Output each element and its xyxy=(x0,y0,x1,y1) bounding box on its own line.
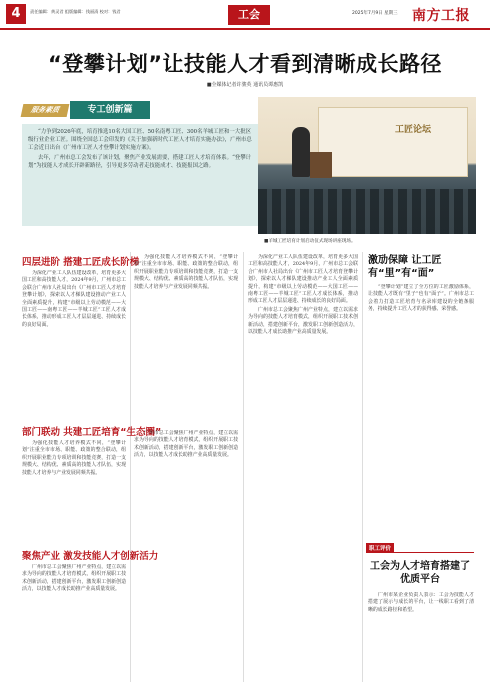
section-heading: 聚焦产业 激发技能人才创新活力 xyxy=(22,551,159,562)
commentary-paragraph: 去年，广州市总工会发布了该计划，聚焦产业发展需要，搭建工匠人才培育体系。“登攀计划”为技能人才成长开辟新路径，引导更多劳动者走技能成才、技能报国之路。 xyxy=(28,155,251,169)
article-byline: ■全媒体记者许骏英 通讯员谭惠凯 xyxy=(206,82,284,88)
section-heading: 激劢保障 让工匠有“里”有“面” xyxy=(368,255,442,279)
audience xyxy=(258,189,476,234)
podium xyxy=(310,152,332,178)
section-body-continued xyxy=(134,254,238,424)
column-divider xyxy=(130,252,131,682)
section-paragraph: 为深化产业工人队伍建设改革，培育更多大国工匠和高技能人才，2024年9月，广州市总工会联合广州市人社局出台《广州市工匠人才培育登攀计划》，探索以人才梯队建设推动产业工人全面素质提升，构建“市级以上劳动模范——大国工匠——南粤工匠——羊城工匠”工匠人才成长体系，推动形成工匠人才层层递进、持续成长的良好局面。 xyxy=(248,254,358,305)
section-paragraph: “登攀计划”建立了全方位的工匠激励体系，让技能人才既有“里子”也有“面子”。广州市总工会着力打造工匠培育与名录库建设的全链条服务，持续提升工匠人才的获得感、荣誉感。 xyxy=(368,284,474,313)
article-headline: “登攀计划”让技能人才看到清晰成长路径 xyxy=(47,52,443,76)
section-label: 工会 xyxy=(228,5,270,25)
commentary-paragraph: “力争到2026年底，培育推选10名大国工匠、50名南粤工匠、300名羊城工匠和一大批区级行业企业工匠。围绕全国总工会印发的《关于加强新时代工匠人才培育实施办法》，广州市总工会近日出台《广州市工匠人才登攀计划实施方案》。 xyxy=(28,129,252,151)
photo-caption: ■羊城工匠培育计划启动仪式现场讲座现场。 xyxy=(264,239,356,244)
event-photo xyxy=(258,97,476,234)
section-paragraph: 广州市总工会聚焦广州产业特点，建立以需求为导向的技能人才培育模式，组织开展职工技术创新活动，搭建创新平台，激发职工创新创造活力，以技能人才成长助推产业高质量发展。 xyxy=(134,430,238,459)
commentary-kicker: 服务素质 xyxy=(21,104,70,117)
section-paragraph: 为强化技能人才培养模式不同，“登攀计划”注重全市市场、职能、政策的整合联动，组织开展职业能力专项培训和技能竞赛，打造一支规模大、结构优、素质高的技能人才队伍，实现技能人才培养与产业发展同频共振。 xyxy=(134,254,238,290)
section-paragraph: 为强化技能人才培养模式不同，“登攀计划”注重全市市场、职能、政策的整合联动，组织开展职业能力专项培训和技能竞赛，打造一支规模大、结构优、素质高的技能人才队伍，实现技能人才培养与产业发展同频共振。 xyxy=(22,440,126,476)
section-paragraph: 广州市总工会聚焦广州产业特点，建立以需求为导向的技能人才培育模式，组织开展职工技术创新活动，搭建创新平台，激发职工创新创造活力，以技能人才成长助推产业高质量发展。 xyxy=(22,564,126,593)
section-paragraph: 广州市总工会聚焦广州产业特点，建立以需求为导向的技能人才培育模式，组织开展职工技术创新活动，搭建创新平台，激发职工创新创造活力，以技能人才成长助推产业高质量发展。 xyxy=(248,306,358,336)
section-body xyxy=(22,440,126,540)
issue-date: 2025年7月9日 星期三 xyxy=(352,11,398,16)
column-divider xyxy=(243,252,244,682)
section-body xyxy=(368,284,474,536)
backdrop-text: 工匠论坛 xyxy=(394,125,431,135)
brief-title: 工会为人才培育搭建了优质平台 xyxy=(370,561,470,585)
section-paragraph: 为深化产业工人队伍建设改革，培育更多大国工匠和高技能人才，2024年9月，广州市总工会联合广州市人社局出台《广州市工匠人才培育登攀计划》，探索以人才梯队建设推动产业工人全面素质提升，构建“市级以上劳动模范——大国工匠——南粤工匠——羊城工匠”工匠人才成长体系，推动形成工匠人才层层递进、持续成长的良好局面。 xyxy=(22,270,126,328)
stage-backdrop xyxy=(318,107,468,177)
section-body xyxy=(22,564,126,682)
brief-paragraph: 广州市某企业负责人表示：工会为技能人才搭建了展示与成长的平台，让一线职工看到了清晰的成长路径和希望。 xyxy=(368,592,474,613)
editor-credits: 责任编辑：黄灵君 组版编辑：钱丽清 校对：钱君 xyxy=(30,9,121,14)
section-heading: 四层进阶 搭建工匠成长阶梯 xyxy=(22,257,140,268)
page-number: 4 xyxy=(6,4,26,24)
newspaper-masthead: 南方工报 xyxy=(412,8,470,24)
page-header xyxy=(0,0,490,30)
section-body-continued xyxy=(134,430,238,682)
commentary-box xyxy=(22,124,258,226)
section-heading: 部门联动 共建工匠培育“生态圈” xyxy=(22,427,162,438)
column-divider xyxy=(362,252,363,682)
speaker-figure xyxy=(292,127,310,177)
brief-body xyxy=(368,592,474,682)
brief-tag-bar xyxy=(366,543,474,553)
brief-tag: 职工评价 xyxy=(366,543,394,553)
commentary-header xyxy=(22,101,152,119)
section-body-continued xyxy=(248,254,358,682)
section-body xyxy=(22,270,126,410)
commentary-title: 专工创新篇 xyxy=(70,101,150,119)
